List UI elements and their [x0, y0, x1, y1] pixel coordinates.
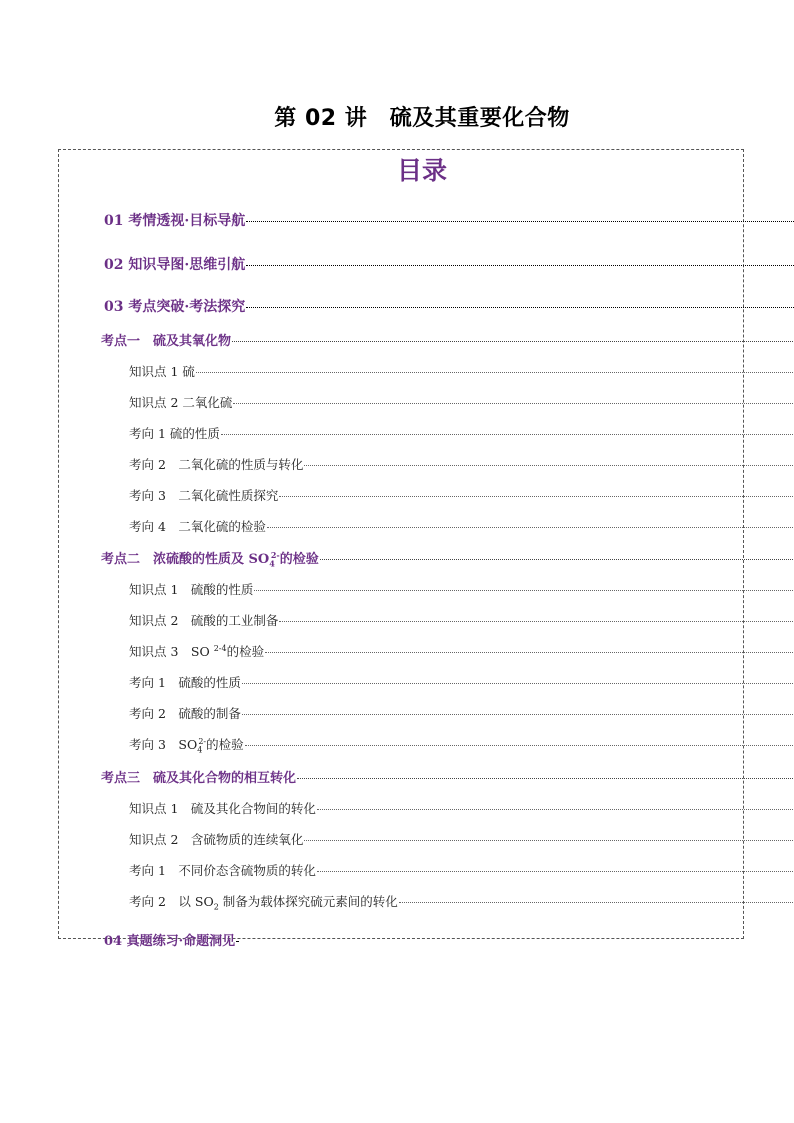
document-title: 第 02 讲 硫及其重要化合物	[274, 106, 570, 131]
toc-entry-item[interactable]	[0, 892, 794, 912]
leader-dots	[297, 778, 794, 779]
toc-entry-section-01[interactable]	[0, 210, 794, 230]
toc-entry-label: 02 知识导图·思维引航	[104, 257, 246, 273]
leader-dots	[279, 621, 794, 622]
leader-dots	[221, 434, 794, 435]
leader-dots	[399, 902, 794, 903]
toc-entry-item[interactable]	[0, 735, 794, 755]
toc-entry-section-04[interactable]	[0, 930, 794, 949]
leader-dots	[304, 465, 794, 466]
leader-dots	[317, 871, 794, 872]
toc-entry-label: 知识点 2 含硫物质的连续氧化	[129, 832, 304, 847]
leader-dots	[242, 714, 794, 715]
toc-entry-label: 考向 2 二氧化硫的性质与转化	[129, 457, 304, 472]
toc-entry-label: 01 考情透视·目标导航	[104, 213, 246, 229]
leader-dots	[254, 590, 794, 591]
toc-entry-label: 考点二 浓硫酸的性质及 $SO_4^{2-}$的检验	[101, 549, 319, 569]
toc-entry-label: 考向 1 硫酸的性质	[129, 675, 241, 690]
leader-dots	[317, 809, 794, 810]
leader-dots	[242, 683, 794, 684]
leader-dots	[320, 559, 794, 560]
toc-entry-label: 考向 2 以 $SO_2$ 制备为载体探究硫元素间的转化	[129, 894, 398, 912]
toc-entry-label: 考向 3 二氧化硫性质探究	[129, 488, 279, 503]
toc-entry-label: 考点三 硫及其化合物的相互转化	[101, 771, 297, 786]
toc-entry-item[interactable]	[0, 861, 794, 879]
toc-entry-item[interactable]	[0, 517, 794, 535]
toc-entry-item[interactable]	[0, 642, 794, 660]
leader-dots	[245, 745, 794, 746]
leader-dots	[196, 372, 794, 373]
toc-entry-kaodian-1[interactable]	[0, 330, 794, 349]
toc-entry-item[interactable]	[0, 486, 794, 504]
toc-entry-label: 知识点 2 硫酸的工业制备	[129, 613, 279, 628]
leader-dots	[236, 941, 238, 942]
toc-entry-item[interactable]	[0, 424, 794, 442]
toc-entry-label: 考向 2 硫酸的制备	[129, 706, 241, 721]
toc-entry-item[interactable]	[0, 611, 794, 629]
toc-entry-item[interactable]	[0, 580, 794, 598]
toc-entry-item[interactable]	[0, 455, 794, 473]
toc-entry-label: 知识点 1 硫及其化合物间的转化	[129, 801, 316, 816]
toc-entry-kaodian-3[interactable]	[0, 767, 794, 786]
leader-dots	[246, 221, 794, 222]
toc-entry-label: 知识点 1 硫酸的性质	[129, 582, 254, 597]
leader-dots	[304, 840, 794, 841]
toc-entry-item[interactable]	[0, 830, 794, 848]
toc-entry-label: 知识点 2 二氧化硫	[129, 395, 233, 410]
toc-entry-section-02[interactable]	[0, 254, 794, 274]
leader-dots	[267, 527, 794, 528]
leader-dots	[246, 307, 794, 308]
toc-entry-kaodian-2[interactable]	[0, 548, 794, 569]
toc-entry-item[interactable]	[0, 799, 794, 817]
toc-entry-item[interactable]	[0, 704, 794, 722]
toc-heading: 目录	[396, 156, 447, 185]
leader-dots	[279, 496, 794, 497]
toc-entry-label: 04 真题练习·命题洞见	[104, 934, 236, 949]
toc-entry-label: 考向 3 $SO_4^{2-}$的检验	[129, 736, 244, 755]
leader-dots	[246, 265, 794, 266]
leader-dots	[265, 652, 794, 653]
leader-dots	[233, 403, 794, 404]
toc-entry-item[interactable]	[0, 673, 794, 691]
toc-entry-label: 考点一 硫及其氧化物	[101, 334, 232, 349]
toc-entry-item[interactable]	[0, 393, 794, 411]
toc-entry-label: 知识点 1 硫	[129, 364, 195, 379]
toc-entry-label: 考向 1 不同价态含硫物质的转化	[129, 863, 316, 878]
toc-entry-label: 考向 1 硫的性质	[129, 426, 220, 441]
toc-entry-section-03[interactable]	[0, 296, 794, 316]
toc-entry-label: 考向 4 二氧化硫的检验	[129, 519, 266, 534]
toc-entry-item[interactable]	[0, 362, 794, 380]
toc-entry-label: 03 考点突破·考法探究	[104, 299, 246, 315]
leader-dots	[232, 341, 794, 342]
toc-entry-label: 知识点 3 SO $^{2-4}$的检验	[129, 643, 265, 659]
